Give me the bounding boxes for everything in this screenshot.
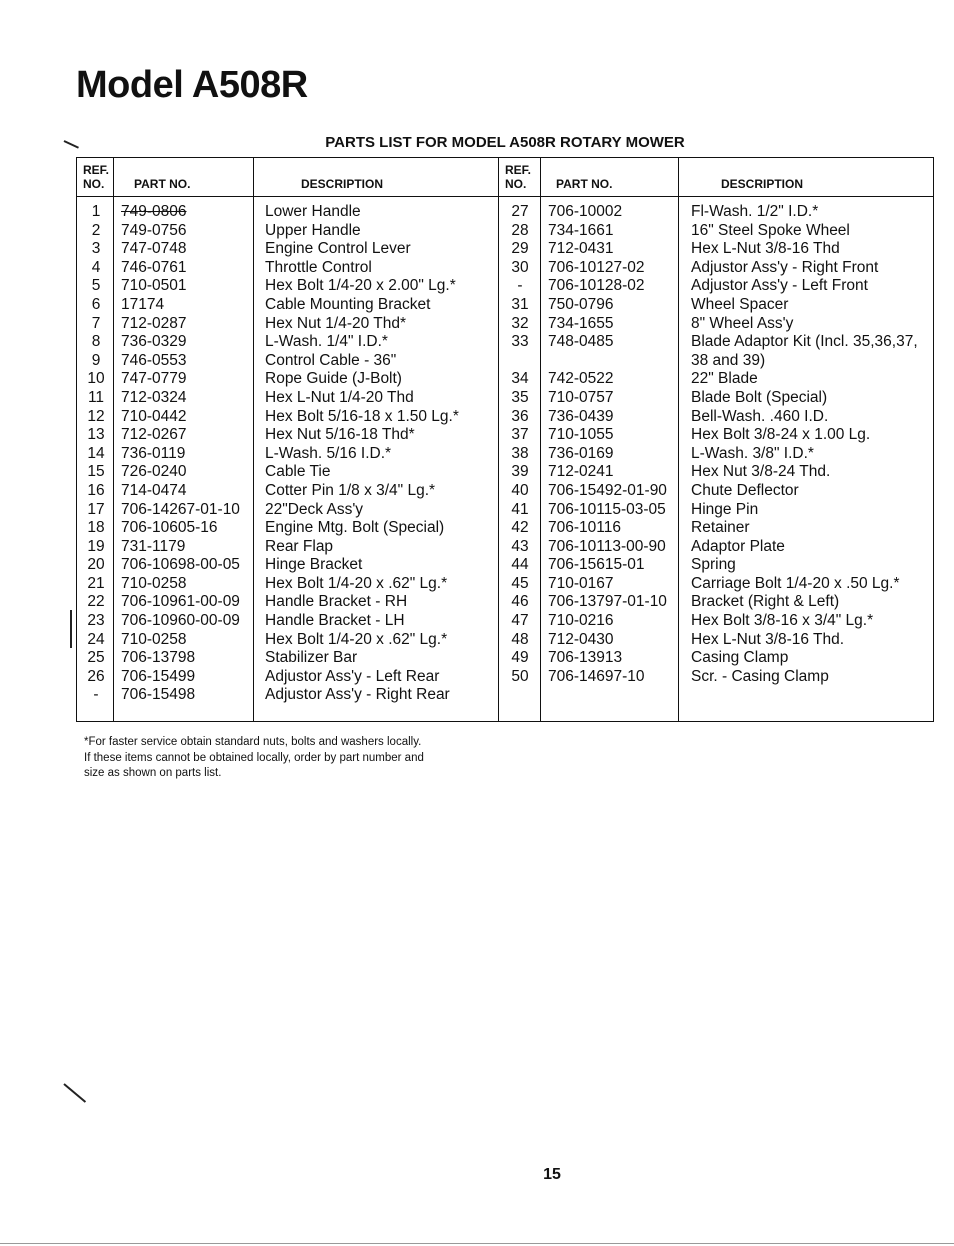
right-description-cell: Adjustor Ass'y - Left Front (691, 277, 868, 295)
left-ref-cell: 6 (91, 295, 101, 313)
right-ref-cell: 46 (511, 593, 529, 611)
left-ref-cell: 25 (87, 649, 105, 667)
right-part-cell: 706-10113-00-90 (548, 537, 666, 555)
column-divider (253, 158, 254, 721)
left-part-cell: 712-0267 (121, 426, 187, 444)
right-ref-cell: 49 (511, 649, 529, 667)
page-title: Model A508R (76, 64, 308, 106)
left-part-column (121, 203, 240, 705)
right-ref-cell: 28 (511, 221, 529, 239)
right-ref-cell: 33 (511, 333, 529, 351)
left-description-cell: L-Wash. 1/4" I.D.* (265, 333, 388, 351)
right-part-cell: 742-0522 (548, 370, 614, 388)
right-description-cell: 16" Steel Spoke Wheel (691, 221, 850, 239)
left-ref-cell: 10 (87, 370, 105, 388)
left-part-cell: 726-0240 (121, 463, 187, 481)
right-ref-cell: - (517, 277, 523, 295)
left-ref-cell: 8 (91, 333, 101, 351)
left-part-cell: 747-0748 (121, 240, 187, 258)
parts-table (76, 157, 934, 722)
right-description-cell: Hex Bolt 3/8-24 x 1.00 Lg. (691, 426, 871, 444)
left-ref-cell: 23 (87, 612, 105, 630)
right-part-cell: 710-0216 (548, 612, 614, 630)
right-ref-cell: 45 (511, 574, 529, 592)
right-ref-cell: 38 (511, 444, 529, 462)
left-description-cell: Rear Flap (265, 537, 334, 555)
left-description-cell: Hex L-Nut 1/4-20 Thd (265, 388, 414, 406)
right-description-cell: Scr. - Casing Clamp (691, 667, 829, 685)
column-divider (540, 158, 541, 721)
left-description-cell: 22"Deck Ass'y (265, 500, 364, 518)
left-description-cell: Hex Bolt 1/4-20 x .62" Lg.* (265, 574, 448, 592)
right-part-cell: 736-0439 (548, 407, 614, 425)
left-ref-cell: 16 (87, 481, 105, 499)
right-description-cell: Adaptor Plate (691, 537, 785, 555)
right-part-cell: 710-0167 (548, 574, 614, 592)
left-part-cell: 731-1179 (121, 537, 186, 555)
left-ref-cell: 19 (87, 537, 105, 555)
header-description: DESCRIPTION (301, 177, 384, 191)
left-description-cell: Handle Bracket - RH (265, 593, 408, 611)
footnote: *For faster service obtain standard nuts, bolts and washers locally. If these items cannot be obtained locally, order by part number and size as shown on parts list. (84, 736, 424, 779)
left-description-cell: L-Wash. 5/16 I.D.* (265, 444, 392, 462)
right-description-column (691, 203, 918, 686)
left-part-cell: 749-0756 (121, 221, 187, 239)
right-part-cell: 706-15492-01-90 (548, 481, 667, 499)
column-divider (498, 158, 499, 721)
header-description-right: DESCRIPTION (721, 177, 804, 191)
left-description-cell: Hinge Bracket (265, 556, 363, 574)
right-ref-cell: 41 (511, 500, 529, 518)
left-ref-cell: 14 (87, 444, 105, 462)
left-part-cell: 706-10605-16 (121, 519, 218, 537)
right-part-cell: 706-10127-02 (548, 258, 645, 276)
right-ref-cell: 34 (511, 370, 529, 388)
column-divider (678, 158, 679, 721)
left-ref-cell: 18 (87, 519, 105, 537)
left-description-cell: Lower Handle (265, 203, 361, 220)
right-part-cell: 712-0430 (548, 630, 614, 648)
left-description-cell: Hex Bolt 1/4-20 x 2.00" Lg.* (265, 277, 456, 295)
right-description-cell: Blade Bolt (Special) (691, 388, 828, 406)
right-description-cell: Hinge Pin (691, 500, 759, 518)
header-ref-no-right: REF. NO. (505, 163, 532, 191)
right-ref-cell: 36 (511, 407, 529, 425)
right-description-cell: 22" Blade (691, 370, 758, 388)
left-ref-cell: 3 (91, 240, 101, 258)
right-description-cell: Wheel Spacer (691, 295, 789, 313)
left-ref-cell: 22 (87, 593, 105, 611)
right-ref-cell: 48 (511, 630, 529, 648)
left-description-cell: Control Cable - 36" (265, 351, 397, 369)
left-part-cell: 706-10960-00-09 (121, 612, 240, 630)
left-ref-cell: 7 (91, 314, 101, 332)
right-ref-cell: 47 (511, 612, 529, 630)
left-ref-cell: 21 (87, 574, 105, 592)
left-ref-cell: 4 (91, 258, 101, 276)
right-part-cell: 706-10002 (548, 203, 623, 220)
right-ref-cell: 27 (511, 203, 529, 220)
right-ref-cell: 44 (511, 556, 529, 574)
right-part-cell: 706-15615-01 (548, 556, 645, 574)
left-description-cell: Adjustor Ass'y - Right Rear (265, 686, 450, 704)
left-ref-cell: - (93, 686, 99, 704)
left-description-cell: Cable Mounting Bracket (265, 295, 431, 313)
left-part-cell: 712-0287 (121, 314, 187, 332)
right-ref-cell: 32 (511, 314, 529, 332)
right-description-cell: Carriage Bolt 1/4-20 x .50 Lg.* (691, 574, 900, 592)
right-part-cell: 706-10115-03-05 (548, 500, 666, 518)
left-part-cell: 736-0119 (121, 444, 186, 462)
left-ref-cell: 9 (91, 351, 101, 369)
table-title: PARTS LIST FOR MODEL A508R ROTARY MOWER (325, 134, 685, 151)
left-description-cell: Adjustor Ass'y - Left Rear (265, 667, 440, 685)
left-description-cell: Hex Nut 5/16-18 Thd* (265, 426, 415, 444)
left-part-cell: 714-0474 (121, 481, 187, 499)
left-ref-cell: 26 (87, 667, 105, 685)
left-description-cell: Hex Nut 1/4-20 Thd* (265, 314, 407, 332)
left-part-cell: 706-15498 (121, 686, 196, 704)
left-ref-cell: 15 (87, 463, 105, 481)
left-ref-cell: 2 (91, 221, 101, 239)
right-part-cell: 706-13797-01-10 (548, 593, 667, 611)
left-description-cell: Engine Mtg. Bolt (Special) (265, 519, 445, 537)
page-number: 15 (543, 1166, 561, 1183)
left-ref-cell: 24 (87, 630, 105, 648)
left-part-cell: 746-0553 (121, 351, 187, 369)
right-description-cell: Retainer (691, 519, 750, 537)
left-part-cell: 710-0501 (121, 277, 187, 295)
right-ref-cell: 29 (511, 240, 529, 258)
right-part-cell: 712-0431 (548, 240, 614, 258)
left-description-cell: Engine Control Lever (265, 240, 411, 258)
left-part-cell: 710-0258 (121, 574, 187, 592)
left-ref-cell: 13 (87, 426, 105, 444)
left-part-cell: 710-0258 (121, 630, 187, 648)
right-part-cell (548, 352, 667, 371)
right-description-cell: L-Wash. 3/8" I.D.* (691, 444, 814, 462)
left-part-cell: 706-14267-01-10 (121, 500, 240, 518)
header-part-no: PART NO. (134, 177, 191, 191)
left-description-cell: Cable Tie (265, 463, 331, 481)
left-ref-cell: 11 (87, 388, 105, 406)
right-ref-cell: 37 (511, 426, 529, 444)
right-description-cell: Hex Nut 3/8-24 Thd. (691, 463, 831, 481)
left-description-cell: Hex Bolt 1/4-20 x .62" Lg.* (265, 630, 448, 648)
left-part-cell: 712-0324 (121, 388, 187, 406)
right-description-cell: Hex Bolt 3/8-16 x 3/4" Lg.* (691, 612, 874, 630)
left-description-cell: Handle Bracket - LH (265, 612, 405, 630)
right-description-cell: Hex L-Nut 3/8-16 Thd (691, 240, 840, 258)
header-part-no-right: PART NO. (556, 177, 613, 191)
right-part-cell: 748-0485 (548, 333, 614, 351)
right-part-cell: 734-1655 (548, 314, 614, 332)
right-part-cell: 736-0169 (548, 444, 614, 462)
right-ref-cell: 42 (511, 519, 529, 537)
right-ref-cell: 35 (511, 388, 529, 406)
left-ref-cell: 5 (91, 277, 101, 295)
left-part-cell: 706-10698-00-05 (121, 556, 240, 574)
right-ref-cell (501, 352, 539, 371)
scan-mark (63, 1083, 86, 1103)
left-part-cell: 746-0761 (121, 258, 187, 276)
right-description-cell: Chute Deflector (691, 481, 799, 499)
right-description-cell: Hex L-Nut 3/8-16 Thd. (691, 630, 845, 648)
right-ref-cell: 39 (511, 463, 529, 481)
right-part-cell: 706-14697-10 (548, 667, 645, 685)
left-description-column (265, 203, 459, 705)
right-description-cell: Blade Adaptor Kit (Incl. 35,36,37, (691, 333, 918, 351)
right-ref-column (501, 203, 539, 686)
left-part-cell: 706-10961-00-09 (121, 593, 240, 611)
right-ref-cell: 40 (511, 481, 529, 499)
right-part-cell: 706-10116 (548, 519, 621, 537)
left-description-cell: Hex Bolt 5/16-18 x 1.50 Lg.* (265, 407, 459, 425)
right-part-cell: 712-0241 (548, 463, 614, 481)
right-description-cell: 8" Wheel Ass'y (691, 314, 794, 332)
header-ref-no: REF. NO. (83, 163, 110, 191)
left-part-cell: 706-15499 (121, 667, 196, 685)
right-part-cell: 734-1661 (548, 221, 614, 239)
right-description-cell: Bell-Wash. .460 I.D. (691, 407, 829, 425)
right-part-column (548, 203, 667, 686)
left-ref-column (79, 203, 113, 705)
left-part-cell: 706-13798 (121, 649, 196, 667)
header-divider (77, 196, 933, 197)
left-description-cell: Throttle Control (265, 258, 372, 276)
left-ref-cell: 12 (87, 407, 105, 425)
left-ref-cell: 1 (91, 203, 101, 220)
right-description-cell: Adjustor Ass'y - Right Front (691, 258, 879, 276)
scan-mark (70, 610, 72, 648)
right-part-cell: 706-13913 (548, 649, 623, 667)
right-ref-cell: 43 (511, 537, 529, 555)
left-part-cell: 710-0442 (121, 407, 187, 425)
right-part-cell: 706-10128-02 (548, 277, 645, 295)
left-description-cell: Upper Handle (265, 221, 361, 239)
left-ref-cell: 20 (87, 556, 105, 574)
right-part-cell: 710-0757 (548, 388, 614, 406)
left-description-cell: Rope Guide (J-Bolt) (265, 370, 402, 388)
right-description-cell: 38 and 39) (691, 351, 766, 369)
right-ref-cell: 30 (511, 258, 529, 276)
left-part-cell: 17174 (121, 295, 165, 313)
right-part-cell: 710-1055 (548, 426, 614, 444)
right-ref-cell: 31 (511, 295, 529, 313)
page-edge (0, 1243, 954, 1244)
column-divider (113, 158, 114, 721)
right-description-cell: Casing Clamp (691, 649, 789, 667)
left-part-cell: 749-0806 (121, 203, 187, 220)
left-description-cell: Stabilizer Bar (265, 649, 358, 667)
left-ref-cell: 17 (87, 500, 105, 518)
right-description-cell: Spring (691, 556, 736, 574)
left-part-cell: 736-0329 (121, 333, 187, 351)
right-part-cell: 750-0796 (548, 295, 614, 313)
right-description-cell: Bracket (Right & Left) (691, 593, 840, 611)
left-part-cell: 747-0779 (121, 370, 187, 388)
right-description-cell: Fl-Wash. 1/2" I.D.* (691, 203, 819, 220)
right-ref-cell: 50 (511, 667, 529, 685)
left-description-cell: Cotter Pin 1/8 x 3/4" Lg.* (265, 481, 436, 499)
